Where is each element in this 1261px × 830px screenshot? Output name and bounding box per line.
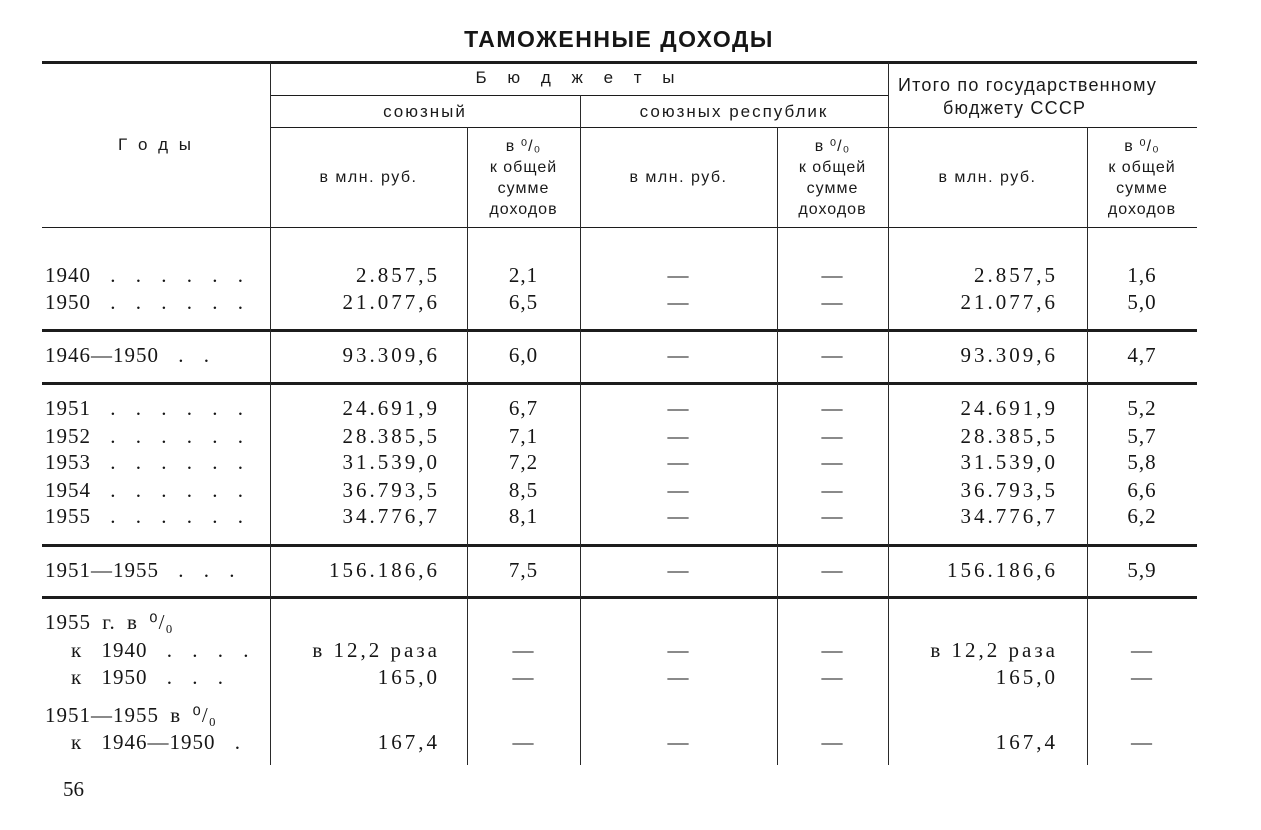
republics-pct-cell: — [821, 730, 844, 754]
table-row [0, 664, 1261, 690]
row-label: 1951 . . . . . . [45, 396, 244, 420]
page-title: ТАМОЖЕННЫЕ ДОХОДЫ [464, 26, 774, 52]
total-pct-cell: — [1131, 638, 1153, 662]
republics-pct-cell: — [821, 424, 844, 448]
total-mln-cell: 2.857,5 [974, 263, 1058, 287]
pct-line: к общей [1108, 159, 1176, 176]
total-mln-cell: 24.691,9 [960, 396, 1058, 420]
total-pct-cell: 4,7 [1127, 343, 1157, 367]
total-mln-cell: 21.077,6 [960, 290, 1058, 314]
table-row [0, 423, 1261, 449]
total-pct-cell: — [1131, 730, 1153, 754]
total-pct-cell: 5,8 [1127, 450, 1157, 474]
row-label: 1940 . . . . . . [45, 263, 244, 287]
row-label: к 1946—1950 . [71, 730, 241, 754]
republics-pct-cell: — [821, 396, 844, 420]
table-row [0, 262, 1261, 288]
republics-mln-cell: — [667, 478, 690, 502]
row-label: 1955 . . . . . . [45, 504, 244, 528]
pct-line: в ⁰/₀ [814, 138, 851, 155]
total-mln-cell: 156.186,6 [947, 558, 1058, 582]
union-mln-cell: 31.539,0 [342, 450, 440, 474]
republics-mln-cell: — [667, 730, 690, 754]
total-mln-cell: в 12,2 раза [930, 638, 1058, 662]
union-mln-cell: 36.793,5 [342, 478, 440, 502]
republics-pct-cell: — [821, 263, 844, 287]
pct-line: в ⁰/₀ [1124, 138, 1160, 155]
union-mln-cell: 156.186,6 [329, 558, 440, 582]
table-row [0, 342, 1261, 368]
union-pct-cell: — [512, 665, 535, 689]
union-pct-cell: 6,7 [508, 396, 539, 420]
republics-mln-cell: — [667, 263, 690, 287]
pct-line: к общей [489, 159, 558, 176]
total-pct-cell: 1,6 [1127, 263, 1157, 287]
total-mln-cell: 167,4 [995, 730, 1058, 754]
table-row [0, 702, 1261, 728]
header-republics-mln: в млн. руб. [629, 169, 728, 186]
total-mln-cell: 36.793,5 [960, 478, 1058, 502]
header-total-line2: бюджету СССР [943, 98, 1087, 118]
republics-mln-cell: — [667, 343, 690, 367]
total-mln-cell: 34.776,7 [960, 504, 1058, 528]
row-label: 1952 . . . . . . [45, 424, 244, 448]
union-pct-cell: — [512, 638, 535, 662]
pct-line: к общей [798, 159, 867, 176]
union-pct-cell: — [512, 730, 535, 754]
union-pct-cell: 8,5 [508, 478, 539, 502]
republics-pct-cell: — [821, 478, 844, 502]
union-mln-cell: 2.857,5 [356, 263, 440, 287]
republics-pct-cell: — [821, 290, 844, 314]
header-years: Г о д ы [118, 135, 194, 154]
table-row [0, 637, 1261, 663]
republics-mln-cell: — [667, 638, 690, 662]
row-label: 1953 . . . . . . [45, 450, 244, 474]
header-union: союзный [383, 102, 467, 121]
row-label: к 1950 . . . [71, 665, 224, 689]
union-mln-cell: 21.077,6 [342, 290, 440, 314]
row-label: 1950 . . . . . . [45, 290, 244, 314]
table-row [0, 395, 1261, 421]
table-row [0, 477, 1261, 503]
republics-pct-cell: — [821, 558, 844, 582]
row-label: 1951—1955 в ⁰/₀ [45, 703, 217, 727]
table-row [0, 449, 1261, 475]
total-pct-cell: — [1131, 665, 1153, 689]
total-pct-cell: 5,7 [1127, 424, 1157, 448]
page-number: 56 [63, 777, 84, 801]
table-row [0, 729, 1261, 755]
row-label: 1954 . . . . . . [45, 478, 244, 502]
republics-pct-cell: — [821, 665, 844, 689]
pct-line: доходов [489, 201, 558, 218]
union-pct-cell: 6,5 [508, 290, 539, 314]
republics-pct-cell: — [821, 504, 844, 528]
union-mln-cell: 167,4 [377, 730, 440, 754]
table-row [0, 609, 1261, 635]
table-row [0, 557, 1261, 583]
total-pct-cell: 5,9 [1127, 558, 1157, 582]
union-pct-cell: 7,1 [508, 424, 539, 448]
union-pct-cell: 7,5 [508, 558, 539, 582]
union-mln-cell: 93.309,6 [342, 343, 440, 367]
total-mln-cell: 31.539,0 [960, 450, 1058, 474]
republics-pct-cell: — [821, 343, 844, 367]
union-pct-cell: 7,2 [508, 450, 539, 474]
row-label: 1951—1955 . . . [45, 558, 236, 582]
pct-line: в ⁰/₀ [505, 138, 542, 155]
republics-mln-cell: — [667, 450, 690, 474]
total-pct-cell: 6,6 [1127, 478, 1157, 502]
total-mln-cell: 165,0 [995, 665, 1058, 689]
row-label: 1955 г. в ⁰/₀ [45, 610, 174, 634]
union-mln-cell: 165,0 [377, 665, 440, 689]
pct-line: сумме [806, 180, 859, 197]
republics-mln-cell: — [667, 665, 690, 689]
row-label: 1946—1950 . . [45, 343, 210, 367]
union-mln-cell: 24.691,9 [342, 396, 440, 420]
republics-mln-cell: — [667, 290, 690, 314]
table-row [0, 289, 1261, 315]
union-pct-cell: 8,1 [508, 504, 539, 528]
header-republics: союзных республик [639, 102, 829, 121]
table-row [0, 503, 1261, 529]
row-label: к 1940 . . . . [71, 638, 250, 662]
total-pct-cell: 5,0 [1127, 290, 1157, 314]
pct-line: сумме [497, 180, 550, 197]
total-pct-cell: 6,2 [1127, 504, 1157, 528]
union-mln-cell: 28.385,5 [342, 424, 440, 448]
republics-pct-cell: — [821, 638, 844, 662]
republics-mln-cell: — [667, 424, 690, 448]
republics-pct-cell: — [821, 450, 844, 474]
total-mln-cell: 28.385,5 [960, 424, 1058, 448]
pct-line: сумме [1116, 180, 1168, 197]
republics-mln-cell: — [667, 396, 690, 420]
total-pct-cell: 5,2 [1127, 396, 1157, 420]
republics-mln-cell: — [667, 504, 690, 528]
union-mln-cell: в 12,2 раза [312, 638, 440, 662]
header-budgets: Б ю д ж е т ы [475, 68, 683, 87]
union-mln-cell: 34.776,7 [342, 504, 440, 528]
header-total-mln: в млн. руб. [938, 169, 1037, 186]
pct-line: доходов [798, 201, 867, 218]
pct-line: доходов [1107, 201, 1177, 218]
union-pct-cell: 2,1 [508, 263, 539, 287]
republics-mln-cell: — [667, 558, 690, 582]
total-mln-cell: 93.309,6 [960, 343, 1058, 367]
header-union-mln: в млн. руб. [319, 169, 418, 186]
union-pct-cell: 6,0 [508, 343, 539, 367]
header-total-line1: Итого по государственному [898, 75, 1158, 95]
